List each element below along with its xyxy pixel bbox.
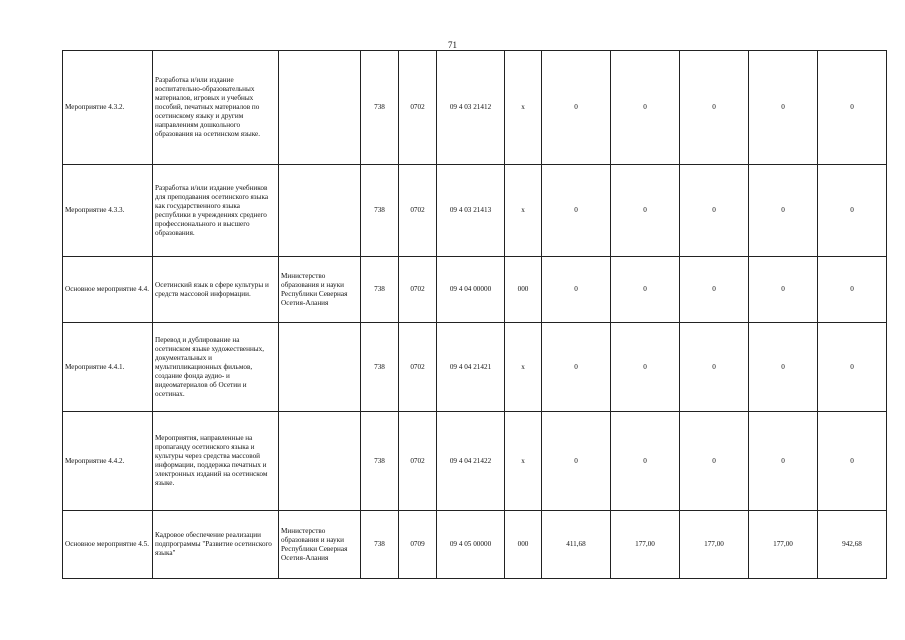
row-grbs: 738 (361, 51, 399, 165)
row-executor (279, 323, 361, 412)
row-name: Мероприятие 4.3.3. (63, 165, 153, 257)
row-value-1: 0 (542, 51, 611, 165)
row-value-1: 0 (542, 165, 611, 257)
row-value-4: 177,00 (749, 511, 818, 579)
row-value-2: 0 (611, 257, 680, 323)
row-value-1: 0 (542, 257, 611, 323)
row-value-4: 0 (749, 323, 818, 412)
table-row (63, 323, 887, 412)
page-number: 71 (448, 40, 457, 50)
row-vr: 000 (505, 511, 542, 579)
table-row (63, 165, 887, 257)
row-grbs: 738 (361, 257, 399, 323)
row-name: Основное мероприятие 4.4. (63, 257, 153, 323)
row-value-2: 177,00 (611, 511, 680, 579)
row-description: Кадровое обеспечение реализации подпрограммы "Развитие осетинского языка" (153, 511, 279, 579)
table-row (63, 257, 887, 323)
row-csr: 09 4 04 21422 (437, 412, 505, 511)
row-rzpr: 0702 (399, 412, 437, 511)
row-executor (279, 165, 361, 257)
row-vr: х (505, 412, 542, 511)
row-executor: Министерство образования и науки Республики Северная Осетия-Алания (279, 511, 361, 579)
row-vr: х (505, 165, 542, 257)
table-row (63, 412, 887, 511)
row-csr: 09 4 03 21412 (437, 51, 505, 165)
row-value-2: 0 (611, 412, 680, 511)
row-grbs: 738 (361, 511, 399, 579)
table-row (63, 511, 887, 579)
row-value-3: 0 (680, 412, 749, 511)
row-value-5: 0 (818, 165, 887, 257)
row-name: Мероприятие 4.4.1. (63, 323, 153, 412)
row-rzpr: 0702 (399, 323, 437, 412)
row-description: Разработка и/или издание учебников для преподавания осетинского языка как государственного языка республики в учреждениях среднего профессионального и высшего образования. (153, 165, 279, 257)
row-value-5: 0 (818, 51, 887, 165)
row-rzpr: 0702 (399, 257, 437, 323)
row-csr: 09 4 05 00000 (437, 511, 505, 579)
row-value-3: 0 (680, 165, 749, 257)
row-grbs: 738 (361, 165, 399, 257)
row-value-5: 0 (818, 323, 887, 412)
row-description: Осетинский язык в сфере культуры и средств массовой информации. (153, 257, 279, 323)
row-value-2: 0 (611, 165, 680, 257)
row-vr: 000 (505, 257, 542, 323)
row-rzpr: 0702 (399, 165, 437, 257)
row-value-5: 942,68 (818, 511, 887, 579)
row-value-3: 0 (680, 257, 749, 323)
row-vr: х (505, 51, 542, 165)
row-rzpr: 0709 (399, 511, 437, 579)
row-description: Мероприятия, направленные на пропаганду осетинского языка и культуры через средства массовой информации, поддержка печатных и электронных изданий на осетинском языке. (153, 412, 279, 511)
table-row (63, 51, 887, 165)
row-value-3: 0 (680, 51, 749, 165)
row-value-1: 0 (542, 412, 611, 511)
budget-table (62, 50, 887, 579)
row-value-5: 0 (818, 412, 887, 511)
row-value-1: 0 (542, 323, 611, 412)
row-value-4: 0 (749, 51, 818, 165)
row-description: Перевод и дублирование на осетинском языке художественных, документальных и мультипликационных фильмов, создание фонда аудио- и видеоматериалов об Осетии и осетинах. (153, 323, 279, 412)
row-description: Разработка и/или издание воспитательно-образовательных материалов, игровых и учебных пособий, печатных материалов по осетинскому языку и другим направлениям дошкольного образования на осетинском языке. (153, 51, 279, 165)
row-rzpr: 0702 (399, 51, 437, 165)
row-name: Мероприятие 4.3.2. (63, 51, 153, 165)
row-value-4: 0 (749, 412, 818, 511)
row-executor (279, 51, 361, 165)
row-value-4: 0 (749, 165, 818, 257)
row-csr: 09 4 03 21413 (437, 165, 505, 257)
row-executor: Министерство образования и науки Республики Северная Осетия-Алания (279, 257, 361, 323)
row-value-2: 0 (611, 51, 680, 165)
row-value-2: 0 (611, 323, 680, 412)
row-grbs: 738 (361, 323, 399, 412)
row-value-3: 177,00 (680, 511, 749, 579)
row-value-3: 0 (680, 323, 749, 412)
row-vr: х (505, 323, 542, 412)
row-value-1: 411,68 (542, 511, 611, 579)
row-grbs: 738 (361, 412, 399, 511)
row-name: Мероприятие 4.4.2. (63, 412, 153, 511)
row-csr: 09 4 04 00000 (437, 257, 505, 323)
row-csr: 09 4 04 21421 (437, 323, 505, 412)
row-value-5: 0 (818, 257, 887, 323)
row-name: Основное мероприятие 4.5. (63, 511, 153, 579)
row-executor (279, 412, 361, 511)
row-value-4: 0 (749, 257, 818, 323)
